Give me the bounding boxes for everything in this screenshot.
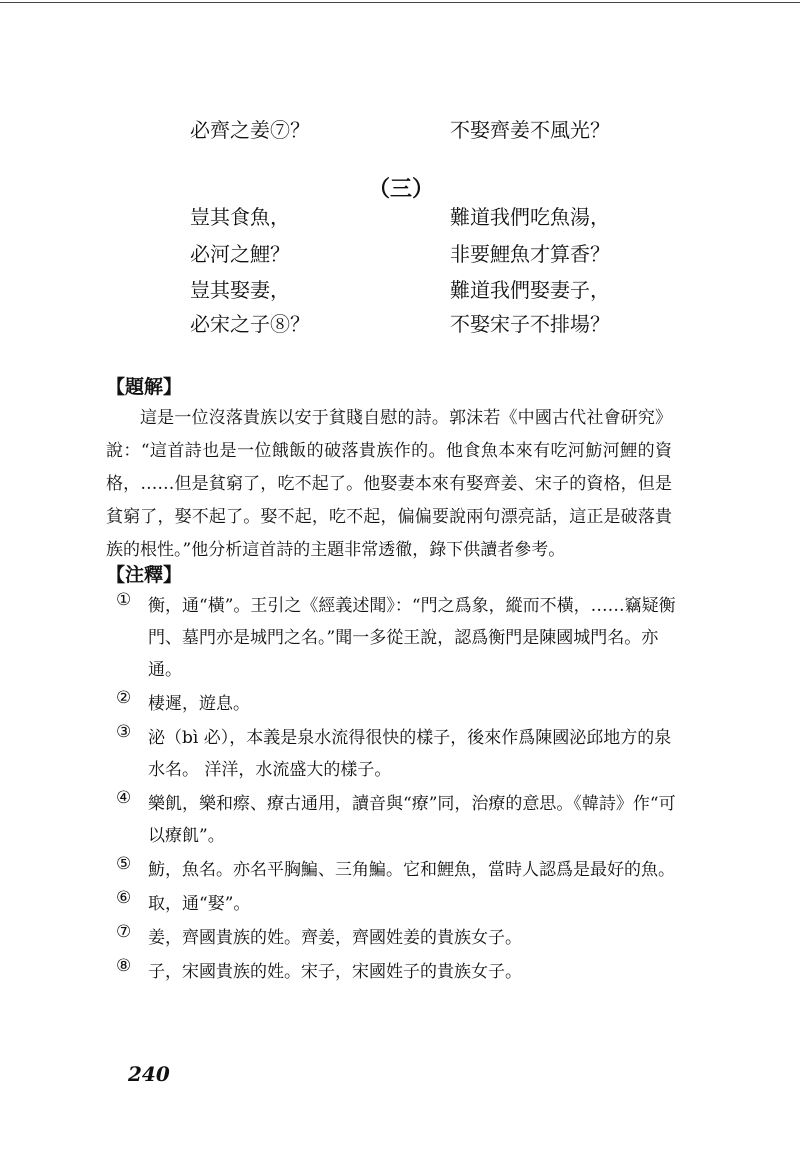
note-number: ⑤ xyxy=(116,854,132,874)
tijie-text: 這是一位沒落貴族以安于貧賤自慰的詩。郭沫若《中國古代社會研究》說：“這首詩也是一位餓飯的破落貴族作的。他食魚本來有吃河魴河鯉的資格，……但是貧窮了，吃不起了。他娶妻本來有娶齊姜、宋子的資格，但是貧窮了，娶不起了。娶不起，吃不起，偏偏要說兩句漂亮話，這正是破落貴族的根性。”他分析這首詩的主題非常透徹，錄下供讀者參考。 xyxy=(106,408,672,560)
note-number: ⑥ xyxy=(116,888,132,908)
note-item xyxy=(116,722,676,786)
tijie-heading: 【題解】 xyxy=(106,376,183,398)
poem-translation-line: 不娶齊姜不風光？ xyxy=(450,118,610,142)
notes-list xyxy=(116,590,676,990)
stanza-label: （三） xyxy=(368,176,435,202)
zhushi-heading: 【注釋】 xyxy=(106,564,183,586)
note-item xyxy=(116,788,676,852)
note-text: 姜，齊國貴族的姓。齊姜，齊國姓姜的貴族女子。 xyxy=(148,928,522,948)
note-number: ④ xyxy=(116,788,132,808)
poem-translation-line: 難道我們娶妻子， xyxy=(450,278,610,302)
note-text: 衡，通“橫”。王引之《經義述聞》：“門之爲象，縱而不橫，……竊疑衡門、墓門亦是城門之名。”聞一多從王說，認爲衡門是陳國城門名。亦通。 xyxy=(148,596,676,680)
page-number: 240 xyxy=(128,1062,170,1086)
note-item xyxy=(116,854,676,886)
poem-translation-line: 難道我們吃魚湯， xyxy=(450,205,610,229)
poem-original-line: 豈其食魚， xyxy=(190,205,290,229)
tijie-paragraph xyxy=(106,402,672,567)
note-text: 泌（bì 必），本義是泉水流得很快的樣子，後來作爲陳國泌邱地方的泉水名。 洋洋，水流盛大的樣子。 xyxy=(148,728,672,780)
note-number: ② xyxy=(116,688,132,708)
poem-original-line: 必河之鯉？ xyxy=(190,242,290,266)
note-item xyxy=(116,590,676,686)
poem-translation-line: 非要鯉魚才算香？ xyxy=(450,242,610,266)
note-text: 棲遲，遊息。 xyxy=(148,694,250,714)
note-number: ① xyxy=(116,590,132,610)
note-item xyxy=(116,922,676,954)
note-text: 樂飢，樂和瘵、療古通用，讀音與“療”同，治療的意思。《韓詩》作“可以療飢”。 xyxy=(148,794,676,846)
note-text: 取，通“娶”。 xyxy=(148,894,251,914)
note-item xyxy=(116,688,676,720)
note-text: 子，宋國貴族的姓。宋子，宋國姓子的貴族女子。 xyxy=(148,962,522,982)
poem-original-line: 豈其娶妻， xyxy=(190,278,290,302)
note-number: ③ xyxy=(116,722,132,742)
poem-original-line: 必齊之姜⑦？ xyxy=(190,118,310,142)
note-text: 魴，魚名。亦名平胸鯿、三角鯿。它和鯉魚，當時人認爲是最好的魚。 xyxy=(148,860,675,880)
note-number: ⑧ xyxy=(116,956,132,976)
top-border-line xyxy=(0,2,800,3)
note-item xyxy=(116,956,676,988)
poem-original-line: 必宋之子⑧？ xyxy=(190,312,310,336)
note-number: ⑦ xyxy=(116,922,132,942)
note-item xyxy=(116,888,676,920)
poem-translation-line: 不娶宋子不排場？ xyxy=(450,312,610,336)
